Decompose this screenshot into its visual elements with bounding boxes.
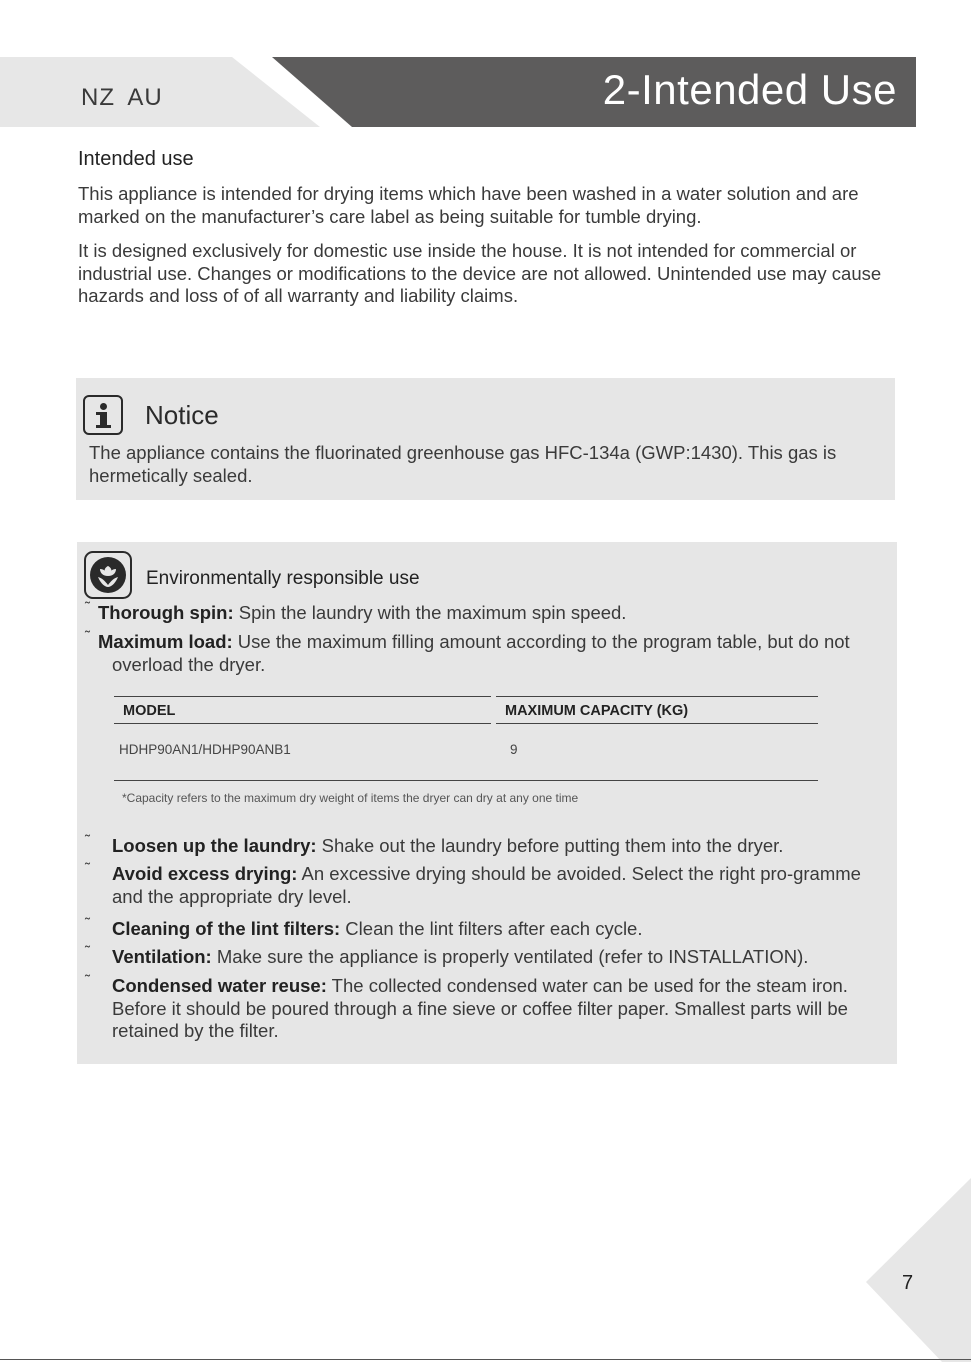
notice-box (76, 378, 895, 500)
bullet-lint-filters: ˜ Cleaning of the lint filters: Clean the lint filters after each cycle. (85, 915, 643, 939)
info-icon (83, 395, 123, 435)
table-footnote: *Capacity refers to the maximum dry weight of items the dryer can dry at any one time (122, 791, 579, 805)
bullet-mark: ˜ (85, 943, 90, 960)
bullet-mark: ˜ (85, 915, 90, 932)
page-number: 7 (902, 1272, 914, 1294)
bottom-rule (0, 1359, 971, 1360)
bullet-thorough-spin: ˜ Thorough spin: Spin the laundry with the maximum spin speed. (85, 599, 627, 623)
page-corner-decoration (866, 1178, 971, 1362)
bullet-mark: ˜ (85, 860, 90, 877)
bullet-condensed-water: ˜ Condensed water reuse: The collected condensed water can be used for the steam iron. Before it should be poured through a fine sieve or coffee filter paper. Smallest parts will be retained by the filter. (85, 972, 848, 1041)
notice-title: Notice (145, 400, 219, 430)
table-cell-model: HDHP90AN1/HDHP90ANB1 (119, 742, 291, 757)
bullet-mark: ˜ (85, 628, 90, 645)
table-rule (114, 780, 818, 781)
table-header-capacity: MAXIMUM CAPACITY (KG) (496, 696, 818, 724)
bullet-loosen-laundry: ˜ Loosen up the laundry: Shake out the laundry before putting them into the dryer. (85, 832, 784, 856)
environment-title: Environmentally responsible use (146, 568, 420, 589)
intro-paragraph-2: It is designed exclusively for domestic use inside the house. It is not intended for commercial or industrial use. Changes or modifications to the device are not allowed. Unintended use may cause hazards and loss of of all warranty and liability claims. (78, 240, 882, 306)
intended-use-heading: Intended use (78, 148, 194, 170)
intro-paragraph-1: This appliance is intended for drying items which have been washed in a water solution and are marked on the manufacturer’s care label as being suitable for tumble drying. (78, 183, 859, 227)
region-label: NZ AU (81, 84, 163, 111)
bullet-mark: ˜ (85, 599, 90, 616)
bullet-mark: ˜ (85, 972, 90, 989)
eco-flower-icon (84, 551, 132, 599)
intro-section (78, 148, 908, 320)
bullet-maximum-load: ˜ Maximum load: Use the maximum filling amount according to the program table, but do not overload the dryer. (85, 628, 850, 675)
environment-box (77, 542, 897, 1064)
chapter-title: 2-Intended Use (602, 66, 897, 113)
bullet-ventilation: ˜ Ventilation: Make sure the appliance is properly ventilated (refer to INSTALLATION). (85, 943, 809, 967)
notice-text: The appliance contains the fluorinated greenhouse gas HFC-134a (GWP:1430). This gas is hermetically sealed. (89, 442, 837, 486)
bullet-avoid-excess-drying: ˜ Avoid excess drying: An excessive drying should be avoided. Select the right pro-gramme and the appropriate dry level. (85, 860, 861, 907)
table-cell-capacity: 9 (510, 742, 518, 757)
bullet-mark: ˜ (85, 832, 90, 849)
table-header-model: MODEL (114, 696, 491, 724)
